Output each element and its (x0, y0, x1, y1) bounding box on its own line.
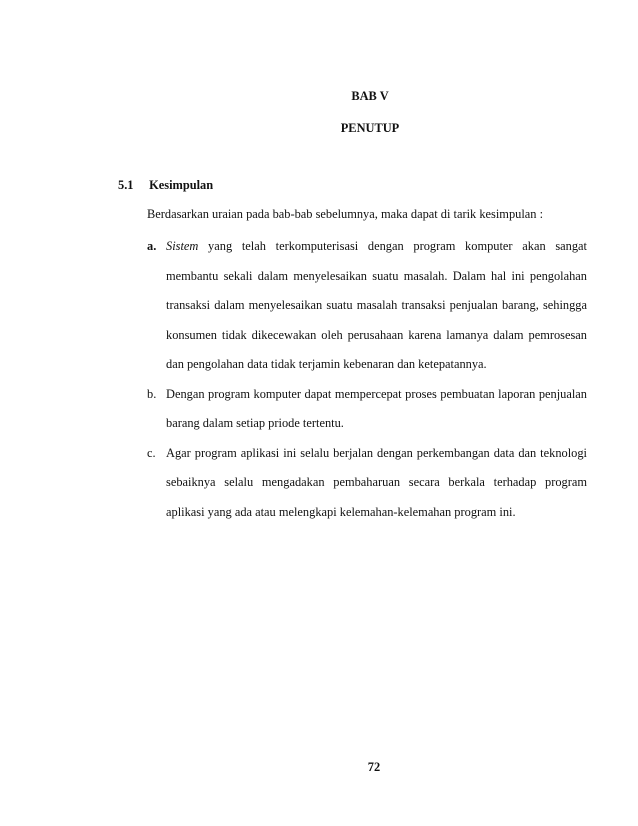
list-item (147, 232, 587, 380)
section-heading (118, 178, 213, 193)
conclusion-list (147, 232, 587, 527)
section-number: 5.1 (118, 178, 134, 192)
chapter-number: BAB V (351, 89, 389, 103)
section-title: Kesimpulan (149, 178, 214, 192)
list-marker: c. (147, 445, 156, 460)
list-item-lead: Sistem (166, 239, 199, 253)
page-number: 72 (367, 760, 381, 774)
intro-paragraph: Berdasarkan uraian pada bab-bab sebelumnya, maka dapat di tarik kesimpulan : (147, 207, 544, 221)
chapter-title: PENUTUP (340, 121, 400, 135)
list-item-text: Dengan program komputer dapat mempercepat proses pembuatan laporan penjualan barang dalam setiap priode tertentu. (166, 386, 587, 430)
list-item (147, 439, 587, 528)
list-item-text: Agar program aplikasi ini selalu berjalan dengan perkembangan data dan teknologi sebaiknya selalu mengadakan pembaharuan secara berkala terhadap program aplikasi yang ada atau melengkapi kelemahan-kelemahan program ini. (166, 445, 587, 519)
list-item-text: yang telah terkomputerisasi dengan program komputer akan sangat membantu sekali dalam menyelesaikan suatu masalah. Dalam hal ini pengolahan transaksi dalam menyelesaikan suatu masalah transaksi penjualan barang, sehingga konsumen tidak dikecewakan oleh perusahaan karena lamanya dalam pemrosesan dan pengolahan data tidak terjamin kebenaran dan ketepatannya. (166, 239, 587, 371)
list-marker: a. (147, 239, 157, 253)
list-item (147, 380, 587, 439)
list-marker: b. (147, 386, 157, 401)
